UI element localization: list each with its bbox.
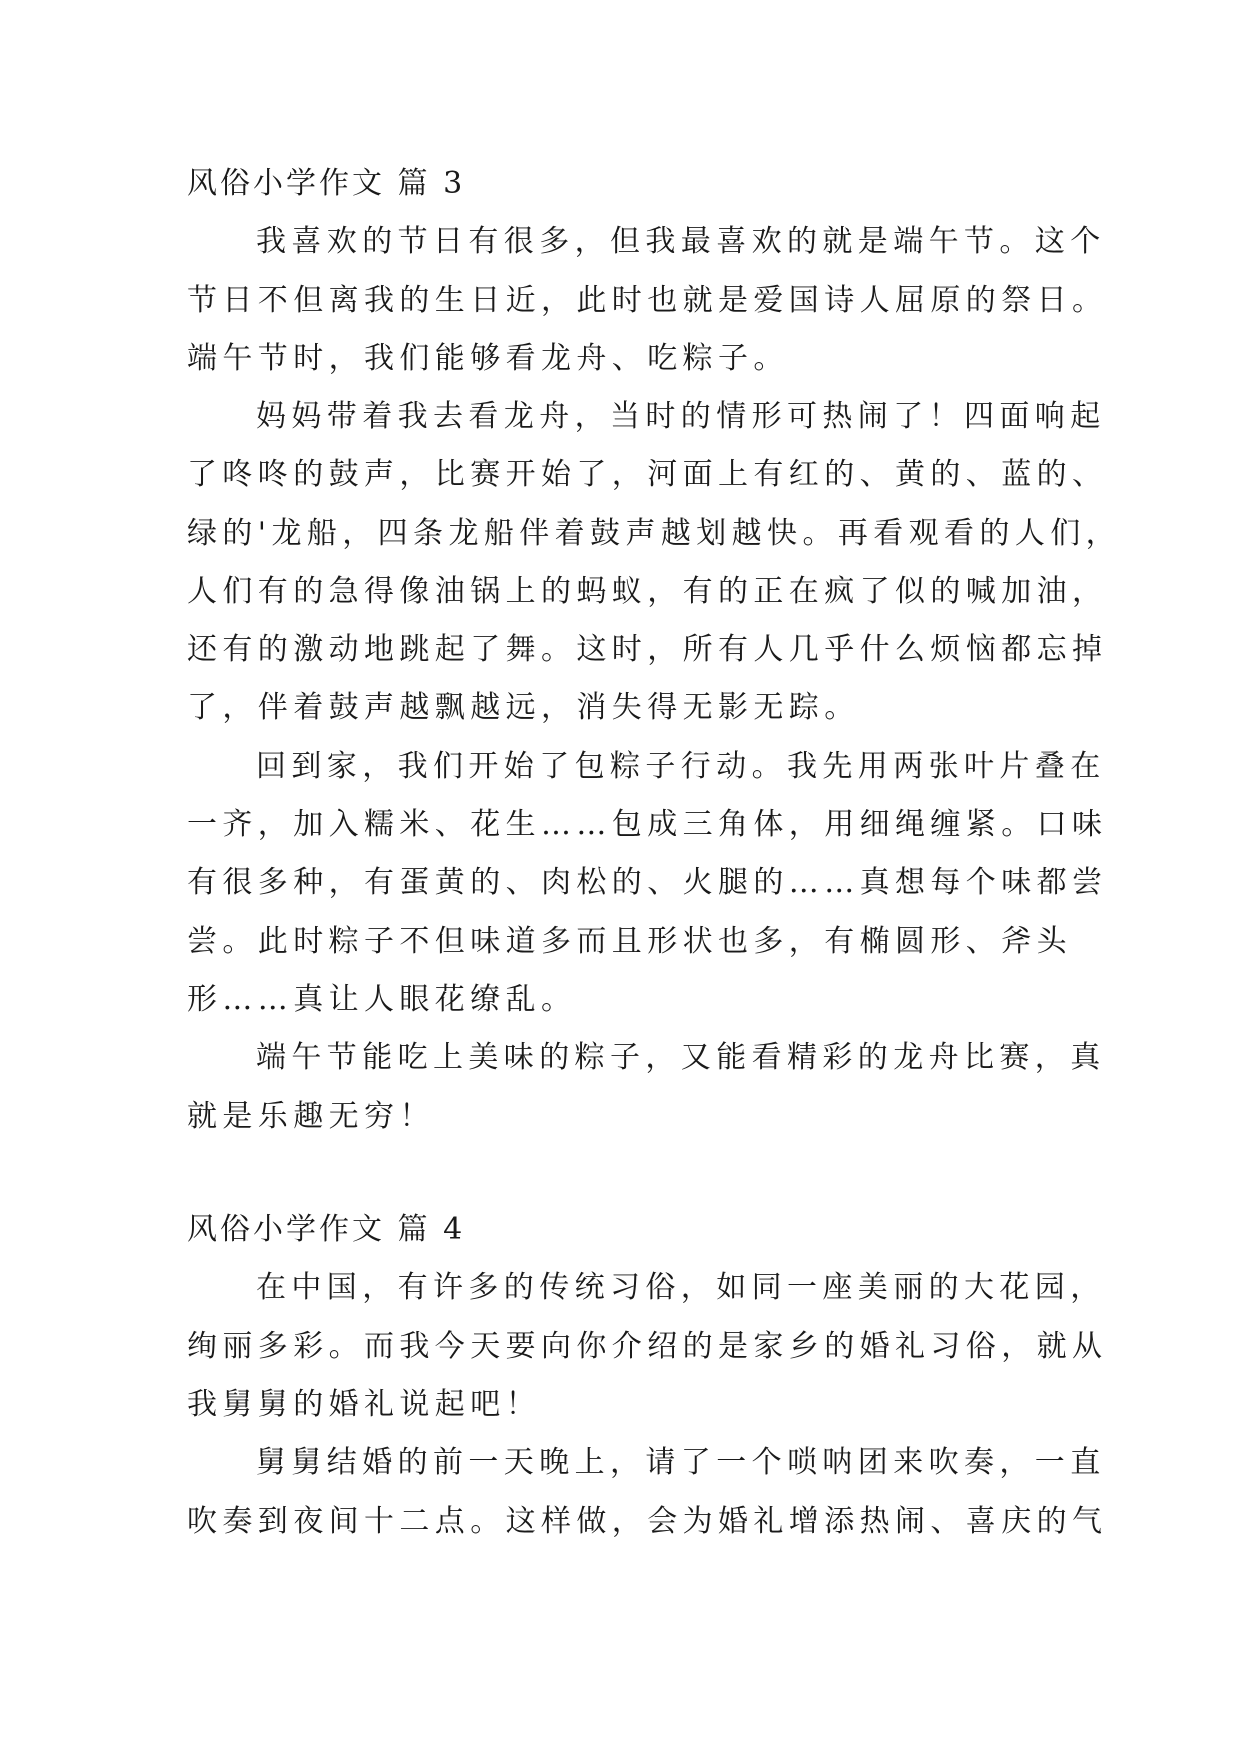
text-line: 节日不但离我的生日近，此时也就是爱国诗人屈原的祭日。 bbox=[187, 283, 1108, 318]
text-line: 形……真让人眼花缭乱。 bbox=[187, 982, 577, 1017]
text-line: 端午节能吃上美味的粽子，又能看精彩的龙舟比赛，真 bbox=[256, 1040, 1106, 1075]
text-line: 了，伴着鼓声越飘越远，消失得无影无踪。 bbox=[187, 690, 860, 725]
text-line: 回到家，我们开始了包粽子行动。我先用两张叶片叠在 bbox=[256, 749, 1106, 784]
text-line: 尝。此时粽子不但味道多而且形状也多，有椭圆形、斧头 bbox=[187, 924, 1072, 959]
text-line: 人们有的急得像油锅上的蚂蚁，有的正在疯了似的喊加油， bbox=[187, 574, 1108, 609]
text-line: 还有的激动地跳起了舞。这时，所有人几乎什么烦恼都忘掉 bbox=[187, 632, 1108, 667]
text-line: 舅舅结婚的前一天晚上，请了一个唢呐团来吹奏，一直 bbox=[256, 1445, 1106, 1480]
text-line: 端午节时，我们能够看龙舟、吃粽子。 bbox=[187, 341, 789, 376]
text-line: 我舅舅的婚礼说起吧！ bbox=[187, 1387, 541, 1422]
text-line: 就是乐趣无穷！ bbox=[187, 1099, 435, 1134]
text-line: 绚丽多彩。而我今天要向你介绍的是家乡的婚礼习俗，就从 bbox=[187, 1329, 1108, 1364]
text-line: 了咚咚的鼓声，比赛开始了，河面上有红的、黄的、蓝的、 bbox=[187, 457, 1108, 492]
text-line: 吹奏到夜间十二点。这样做，会为婚礼增添热闹、喜庆的气 bbox=[187, 1504, 1108, 1539]
section-4-title: 风俗小学作文 篇 4 bbox=[187, 1212, 466, 1247]
text-line: 一齐，加入糯米、花生……包成三角体，用细绳缠紧。口味 bbox=[187, 807, 1108, 842]
text-line: 绿的'龙船，四条龙船伴着鼓声越划越快。再看观看的人们， bbox=[187, 516, 1122, 551]
text-line: 我喜欢的节日有很多，但我最喜欢的就是端午节。这个 bbox=[256, 224, 1106, 259]
text-line: 妈妈带着我去看龙舟，当时的情形可热闹了！四面响起 bbox=[256, 399, 1106, 434]
text-line: 在中国，有许多的传统习俗，如同一座美丽的大花园， bbox=[256, 1270, 1106, 1305]
section-3-title: 风俗小学作文 篇 3 bbox=[187, 166, 466, 201]
text-line: 有很多种，有蛋黄的、肉松的、火腿的……真想每个味都尝 bbox=[187, 865, 1108, 900]
